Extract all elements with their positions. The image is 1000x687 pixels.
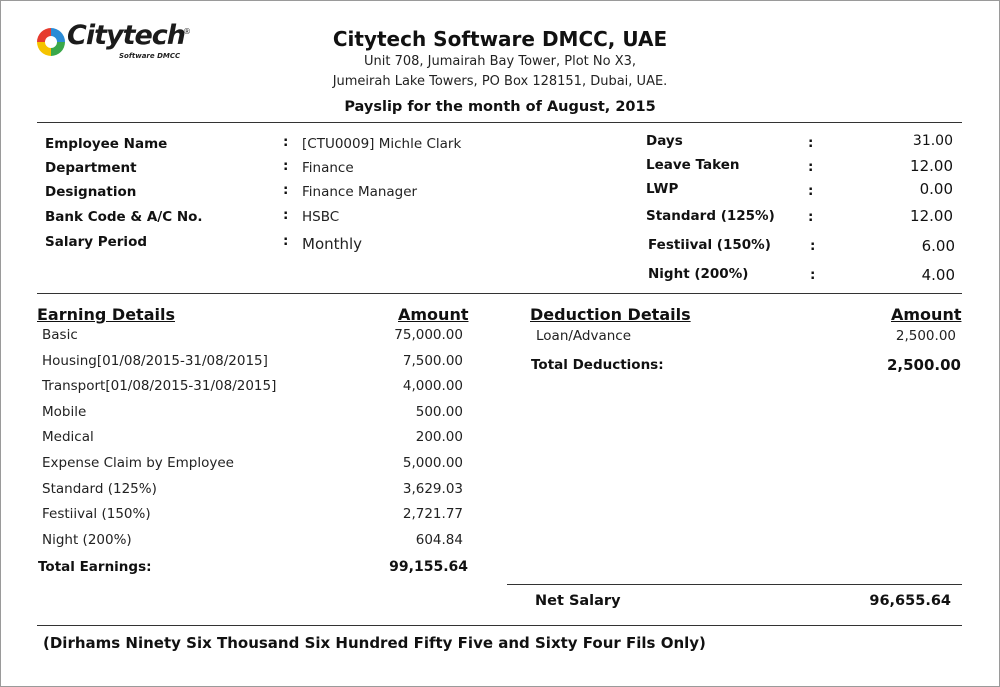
leave-taken-colon: : — [808, 159, 814, 175]
employee-name-value: [CTU0009] Michle Clark — [302, 136, 462, 152]
payslip-title: Payslip for the month of August, 2015 — [344, 99, 656, 115]
earning-row-amount: 3,629.03 — [402, 481, 463, 497]
festival-value: 6.00 — [921, 237, 955, 255]
earning-row-amount: 200.00 — [415, 429, 463, 445]
logo-trademark: ® — [183, 27, 191, 36]
lwp-colon: : — [808, 183, 814, 199]
earning-row-label: Night (200%) — [42, 532, 132, 548]
earning-row-amount: 5,000.00 — [402, 455, 463, 471]
earning-row-amount: 7,500.00 — [402, 353, 463, 369]
earning-row-label: Housing[01/08/2015-31/08/2015] — [42, 353, 268, 369]
employee-divider — [37, 293, 962, 294]
earning-row-amount: 2,721.77 — [402, 506, 463, 522]
department-value: Finance — [302, 160, 354, 176]
deduction-details-heading: Deduction Details — [530, 305, 691, 324]
department-label: Department — [45, 160, 137, 176]
company-address-line2: Jumeirah Lake Towers, PO Box 128151, Dubai, UAE. — [332, 74, 668, 89]
festival-label: Festiival (150%) — [648, 237, 771, 253]
earning-amount-heading: Amount — [398, 305, 469, 324]
total-deductions-label: Total Deductions: — [531, 357, 664, 373]
earning-row-label: Transport[01/08/2015-31/08/2015] — [42, 378, 277, 394]
designation-label: Designation — [45, 184, 137, 200]
department-colon: : — [283, 158, 289, 174]
employee-name-colon: : — [283, 134, 289, 150]
days-value: 31.00 — [912, 133, 953, 149]
salary-period-colon: : — [283, 233, 289, 249]
header-divider — [37, 122, 962, 123]
earning-row-label: Festiival (150%) — [42, 506, 151, 522]
designation-value: Finance Manager — [302, 184, 418, 200]
earning-row-amount: 604.84 — [415, 532, 463, 548]
bank-colon: : — [283, 207, 289, 223]
night-label: Night (200%) — [648, 266, 749, 282]
lwp-value: 0.00 — [919, 180, 953, 198]
earning-row-label: Mobile — [42, 404, 87, 420]
days-colon: : — [808, 135, 814, 151]
days-label: Days — [646, 133, 683, 149]
earning-row-label: Standard (125%) — [42, 481, 157, 497]
standard-colon: : — [808, 209, 814, 225]
deduction-amount-heading: Amount — [891, 305, 962, 324]
leave-taken-value: 12.00 — [910, 157, 953, 175]
earning-row-amount: 4,000.00 — [402, 378, 463, 394]
standard-value: 12.00 — [910, 207, 953, 225]
night-colon: : — [810, 267, 816, 283]
bank-value: HSBC — [302, 209, 340, 225]
total-earnings-label: Total Earnings: — [38, 559, 152, 575]
lwp-label: LWP — [646, 181, 679, 197]
earning-details-heading: Earning Details — [37, 305, 175, 324]
festival-colon: : — [810, 238, 816, 254]
standard-label: Standard (125%) — [646, 208, 775, 224]
company-name: Citytech Software DMCC, UAE — [332, 27, 668, 51]
net-divider — [507, 584, 962, 585]
earning-row-amount: 500.00 — [415, 404, 463, 420]
net-salary-label: Net Salary — [535, 593, 621, 609]
leave-taken-label: Leave Taken — [646, 157, 740, 173]
bank-label: Bank Code & A/C No. — [45, 209, 203, 225]
total-deductions-value: 2,500.00 — [886, 356, 961, 374]
designation-colon: : — [283, 182, 289, 198]
earning-row-label: Medical — [42, 429, 94, 445]
company-address-line1: Unit 708, Jumairah Bay Tower, Plot No X3, — [363, 54, 637, 69]
amount-in-words: (Dirhams Ninety Six Thousand Six Hundred Fifty Five and Sixty Four Fils Only) — [43, 634, 706, 652]
footer-divider — [37, 625, 962, 626]
logo-subtext: Software DMCC — [119, 52, 181, 60]
night-value: 4.00 — [921, 266, 955, 284]
logo-wordmark: Citytech — [67, 20, 186, 51]
earning-row-amount: 75,000.00 — [394, 327, 463, 343]
deduction-row-amount: 2,500.00 — [895, 328, 956, 344]
deduction-row-label: Loan/Advance — [536, 328, 632, 344]
salary-period-value: Monthly — [302, 235, 363, 253]
earning-row-label: Expense Claim by Employee — [42, 455, 234, 471]
earning-row-label: Basic — [42, 327, 78, 343]
salary-period-label: Salary Period — [45, 234, 148, 250]
employee-name-label: Employee Name — [45, 136, 168, 152]
total-earnings-value: 99,155.64 — [389, 559, 468, 575]
net-salary-value: 96,655.64 — [869, 593, 951, 609]
